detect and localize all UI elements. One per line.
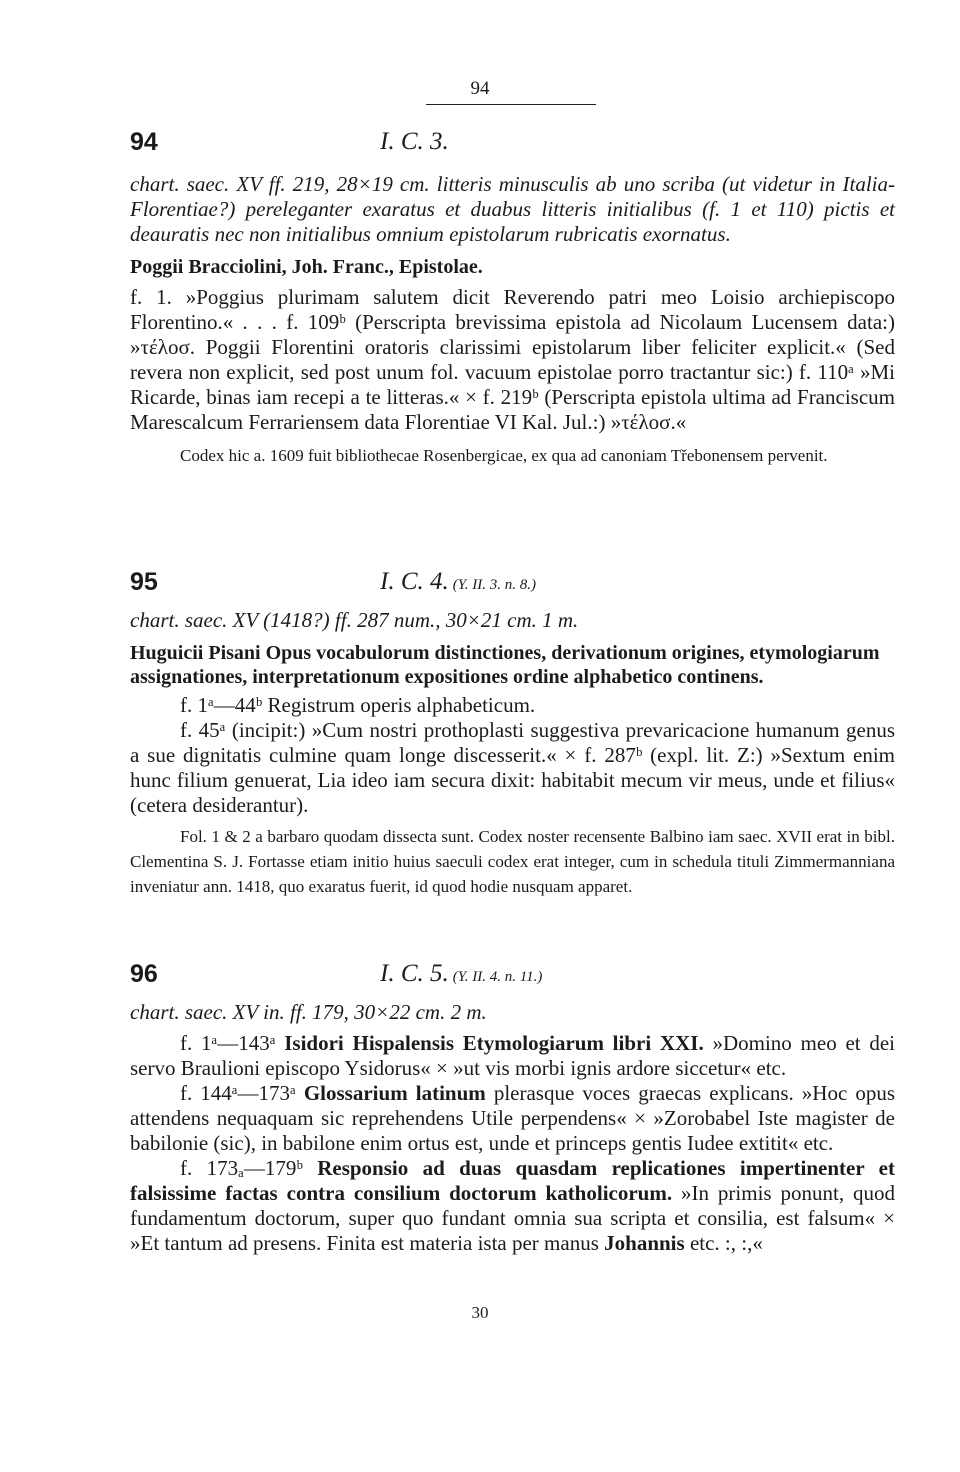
signature-old-shelfmark: (Y. II. 3. n. 8.) bbox=[452, 577, 536, 593]
entry-title: Poggii Bracciolini, Joh. Franc., Epistolae. bbox=[130, 256, 483, 278]
entry-title: Huguicii Pisani Opus vocabulorum distinctiones, derivationum origines, etymologiarum assignationes, interpretationum expositiones ordine alphabetico continens. bbox=[130, 642, 880, 688]
entry-number: 95 bbox=[130, 568, 158, 596]
entry-note: Fol. 1 & 2 a barbaro quodam dissecta sunt. Codex noster recensente Balbino iam saec. XVII erat in bibl. Clementina S. J. Fortasse etiam initio huius saeculi codex erat integer, cum in schedula tituli Zimmermanniana inveniatur ann. 1418, quo exaratus fuerit, id quod hodie nusquam apparet. bbox=[130, 827, 895, 896]
scribe-name: Johannis bbox=[604, 1231, 685, 1255]
entry-description: chart. saec. XV ff. 219, 28×19 cm. litteris minusculis ab uno scriba (ut videtur in Italia-Florentiae?) pereleganter exaratus et duabus litteris initialibus (f. 1 et 110) pictis et deauratis nec non initialibus omnium epistolarum rubricatis exornatus. bbox=[130, 172, 895, 246]
running-page-number: 94 bbox=[470, 78, 490, 99]
work-title: Isidori Hispalensis Etymologiarum libri XXI. bbox=[284, 1031, 704, 1055]
work-title: Glossarium latinum bbox=[303, 1081, 486, 1105]
entry-signature bbox=[380, 128, 449, 156]
entry-94 bbox=[130, 128, 895, 468]
entry-body: f. 1. »Poggius plurimam salutem dicit Reverendo patri meo Loisio archiepiscopo Florentino.« . . . f. 109ᵇ (Perscripta brevissima epistola ad Nicolaum Lucensem data:) »τέλοσ. Poggii Florentini oratoris clarissimi epistolarum liber feliciter explicit.« (Sed revera non explicit, sed post unum fol. vacuum epistolae porro tractantur sic:) f. 110ᵃ »Mi Ricarde, binas iam recepi a te litteras.« × f. 219ᵇ (Perscripta epistola ultima ad Franciscum Marescalcum Ferrariensem data Florentiae VI Kal. Jul.:) »τέλοσ.« bbox=[130, 285, 895, 434]
entry-description: chart. saec. XV (1418?) ff. 287 num., 30×21 cm. 1 m. bbox=[130, 608, 579, 632]
work-title: Responsio ad duas quasdam replicationes impertinenter et falsissime factas contra consilium doctorum katholicorum. bbox=[130, 1156, 895, 1205]
paragraph-text: »Domino meo et dei servo Braulioni episcopo Ysidorus« × »ut vis morbi ignis ardore siccetur« etc. bbox=[130, 1031, 895, 1080]
folio-range: f. 1ᵃ—143ᵃ bbox=[180, 1031, 285, 1055]
entry-description: chart. saec. XV in. ff. 179, 30×22 cm. 2 m. bbox=[130, 1000, 487, 1024]
folio-range: f. 173ₐ—179ᵇ bbox=[180, 1156, 318, 1180]
entry-number: 94 bbox=[130, 128, 158, 156]
header-rule bbox=[426, 104, 596, 105]
entry-95 bbox=[130, 568, 895, 899]
paragraph-text: plerasque voces graecas explicans. »Hoc opus attendens nequaquam sic reprehendens Utile perpendens« × »Zorobabel Iste magister de babilonie (sic), in babilone enim ortus est, unde et princeps gentis Iudee extitit« etc. bbox=[130, 1081, 896, 1155]
entry-paragraph bbox=[130, 1081, 895, 1156]
signature-text: I. C. 5. bbox=[380, 960, 449, 987]
footer-page-number: 30 bbox=[471, 1303, 489, 1322]
entry-paragraph bbox=[130, 1156, 895, 1256]
folio-range: f. 144ᵃ—173ᵃ bbox=[180, 1081, 304, 1105]
paragraph-text-end: etc. :, :,« bbox=[684, 1231, 763, 1255]
signature-old-shelfmark: (Y. II. 4. n. 11.) bbox=[452, 969, 543, 985]
entry-paragraph bbox=[130, 1031, 895, 1081]
paragraph-text: »In primis ponunt, quod fundamentum doctorum, super quo fundant omnia sua scripta et consilia, est falsum« × »Et tantum ad presens. Finita est materia ista per manus bbox=[130, 1181, 896, 1255]
entry-signature bbox=[380, 960, 542, 988]
entry-body-line: f. 45ᵃ (incipit:) »Cum nostri prothoplasti suggestiva prevaricacione humanum genus a sue dignitatis culmine quam longe discesserit.« × f. 287ᵇ (expl. lit. Z:) »Sextum enim hunc filium genuerat, Lia ideo iam secura dixit: habitabit mecum vir meus, unde et filius« (cetera desiderantur). bbox=[130, 718, 895, 817]
entry-note: Codex hic a. 1609 fuit bibliothecae Rosenbergicae, ex qua ad canoniam Třebonensem pervenit. bbox=[180, 446, 828, 465]
entry-signature bbox=[380, 568, 536, 596]
entry-body-line: f. 1ᵃ—44ᵇ Registrum operis alphabeticum. bbox=[180, 693, 536, 717]
signature-text: I. C. 4. bbox=[380, 568, 449, 595]
entry-number: 96 bbox=[130, 960, 158, 988]
signature-text: I. C. 3. bbox=[380, 128, 449, 155]
entry-96 bbox=[130, 960, 895, 1256]
